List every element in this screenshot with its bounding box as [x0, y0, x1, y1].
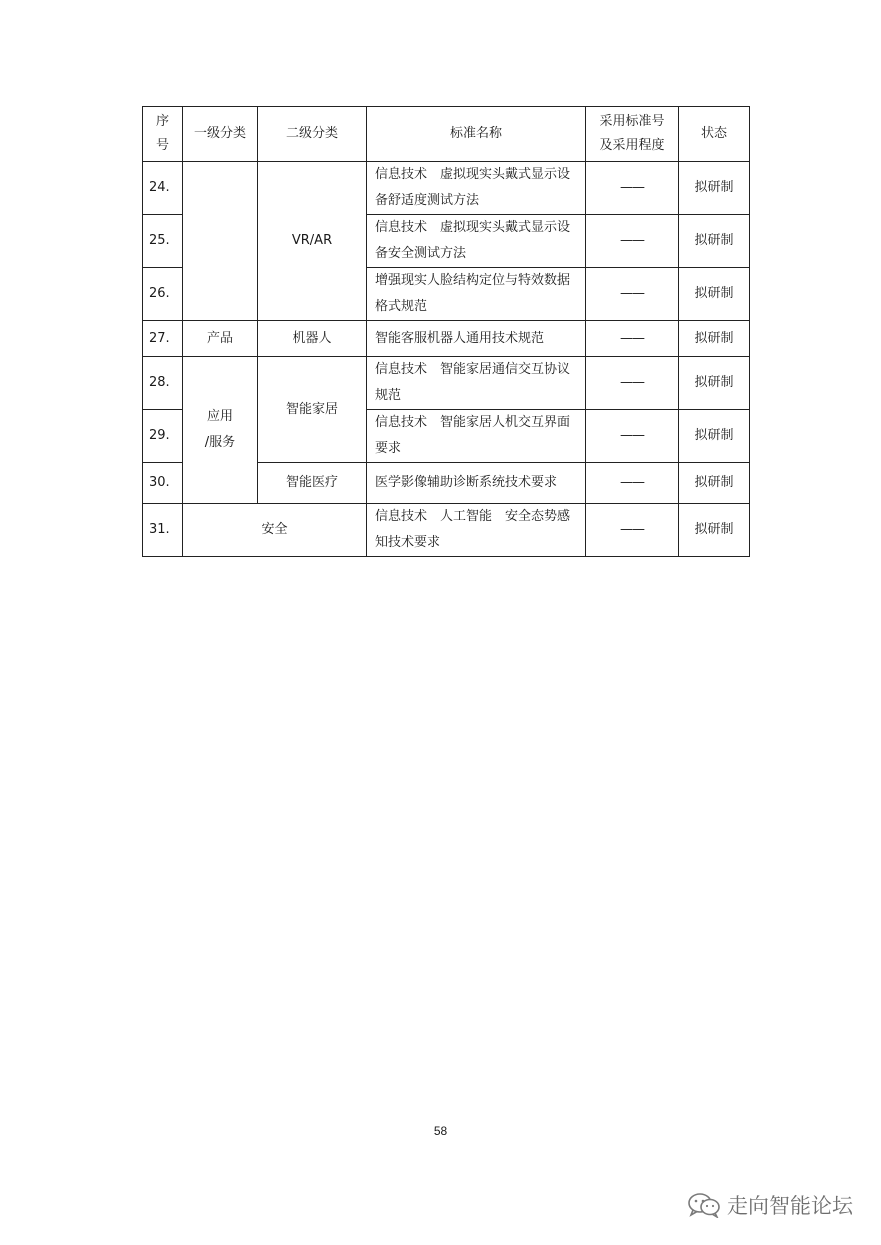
cat-security: 安全 — [183, 504, 367, 557]
row-adopt: —— — [586, 162, 679, 215]
row-name: 信息技术 智能家居人机交互界面要求 — [367, 410, 586, 463]
row-name: 信息技术 虚拟现实头戴式显示设备安全测试方法 — [367, 215, 586, 268]
row-seq: 29. — [143, 410, 183, 463]
row-adopt: —— — [586, 463, 679, 504]
row-name: 智能客服机器人通用技术规范 — [367, 321, 586, 357]
cat1-product: 产品 — [183, 321, 258, 357]
row-adopt: —— — [586, 321, 679, 357]
table-row — [143, 162, 750, 215]
cat2-vrar: VR/AR — [258, 162, 367, 321]
table-header-row — [143, 107, 750, 162]
header-adopt: 采用标准号 及采用程度 — [586, 107, 679, 162]
table-row — [143, 357, 750, 410]
wechat-icon — [687, 1192, 721, 1218]
cat2-smart-home: 智能家居 — [258, 357, 367, 463]
row-adopt: —— — [586, 357, 679, 410]
page-number: 58 — [433, 1124, 448, 1138]
row-name: 信息技术 智能家居通信交互协议规范 — [367, 357, 586, 410]
row-seq: 26. — [143, 268, 183, 321]
header-cat1: 一级分类 — [183, 107, 258, 162]
row-status: 拟研制 — [679, 268, 750, 321]
watermark-text: 走向智能论坛 — [727, 1194, 853, 1218]
row-status: 拟研制 — [679, 504, 750, 557]
row-adopt: —— — [586, 268, 679, 321]
watermark — [687, 1190, 853, 1220]
row-status: 拟研制 — [679, 410, 750, 463]
standards-table — [142, 106, 750, 557]
row-name: 增强现实人脸结构定位与特效数据格式规范 — [367, 268, 586, 321]
header-seq: 序 号 — [143, 107, 183, 162]
row-seq: 24. — [143, 162, 183, 215]
cat1-empty-cell — [183, 162, 258, 321]
row-status: 拟研制 — [679, 357, 750, 410]
row-status: 拟研制 — [679, 162, 750, 215]
header-name: 标准名称 — [367, 107, 586, 162]
row-seq: 28. — [143, 357, 183, 410]
cat2-smart-medical: 智能医疗 — [258, 463, 367, 504]
table-row — [143, 321, 750, 357]
row-name: 信息技术 人工智能 安全态势感知技术要求 — [367, 504, 586, 557]
row-adopt: —— — [586, 410, 679, 463]
row-name: 信息技术 虚拟现实头戴式显示设备舒适度测试方法 — [367, 162, 586, 215]
header-cat2: 二级分类 — [258, 107, 367, 162]
row-status: 拟研制 — [679, 463, 750, 504]
row-seq: 30. — [143, 463, 183, 504]
header-status: 状态 — [679, 107, 750, 162]
row-name: 医学影像辅助诊断系统技术要求 — [367, 463, 586, 504]
row-status: 拟研制 — [679, 321, 750, 357]
row-adopt: —— — [586, 504, 679, 557]
cat2-robot: 机器人 — [258, 321, 367, 357]
row-seq: 25. — [143, 215, 183, 268]
row-seq: 27. — [143, 321, 183, 357]
row-adopt: —— — [586, 215, 679, 268]
row-seq: 31. — [143, 504, 183, 557]
table-row — [143, 504, 750, 557]
row-status: 拟研制 — [679, 215, 750, 268]
cat1-application: 应用 /服务 — [183, 357, 258, 504]
